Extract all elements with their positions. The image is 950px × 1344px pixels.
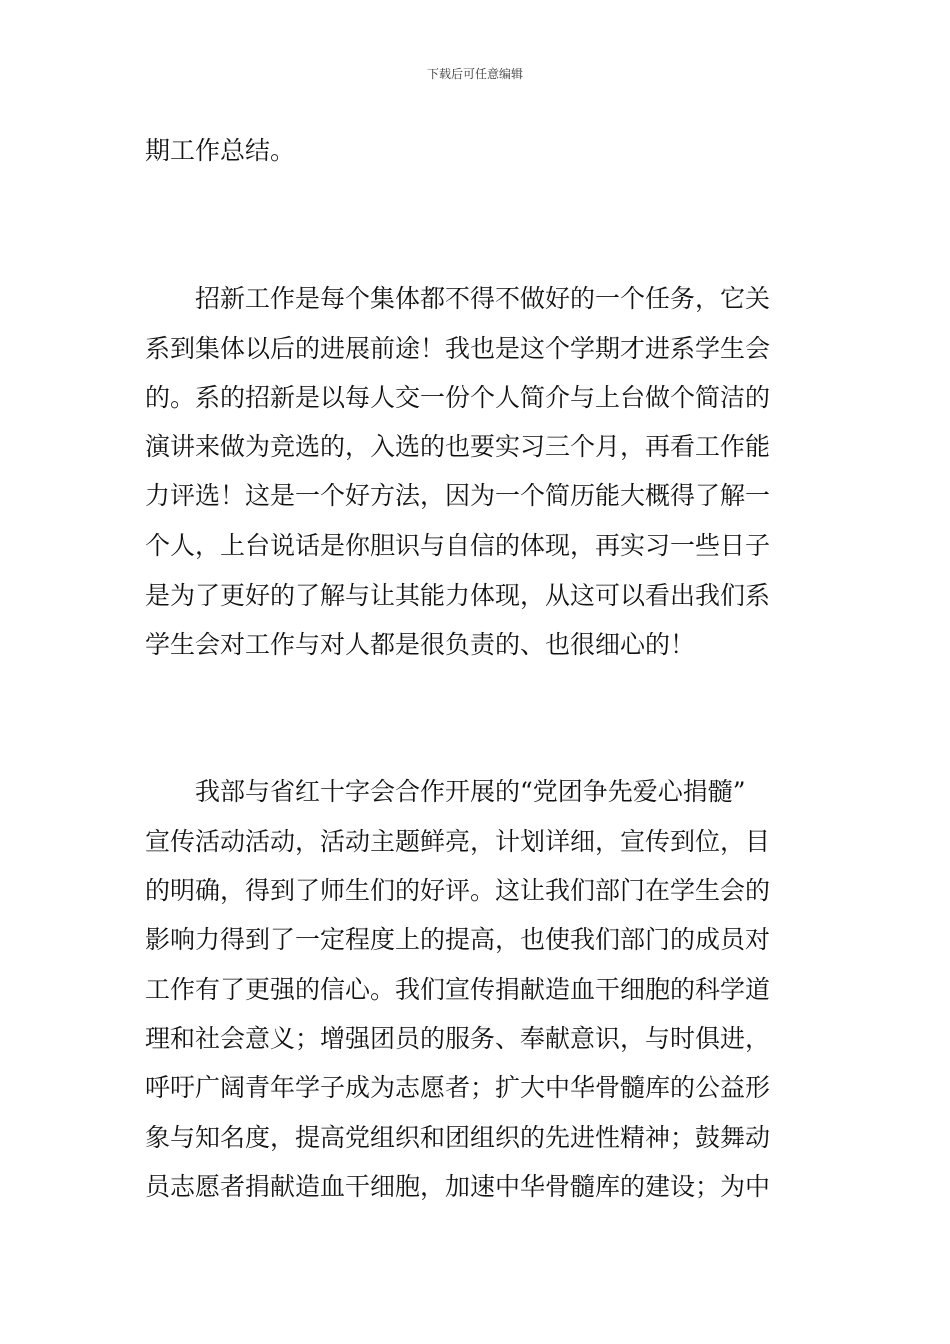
text-line: 宣传活动活动，活动主题鲜亮，计划详细，宣传到位，目	[145, 827, 771, 856]
text-line: 工作有了更强的信心。我们宣传捐献造血干细胞的科学道	[145, 975, 771, 1004]
text-line: 影响力得到了一定程度上的提高，也使我们部门的成员对	[145, 925, 771, 954]
text-line: 呼吁广阔青年学子成为志愿者；扩大中华骨髓库的公益形	[145, 1073, 771, 1102]
text-line: 招新工作是每个集体都不得不做好的一个任务，它关	[145, 284, 771, 313]
text-line: 的。系的招新是以每人交一份个人简介与上台做个简洁的	[145, 383, 771, 412]
text-line: 力评选！这是一个好方法，因为一个简历能大概得了解一	[145, 481, 771, 510]
text-line: 是为了更好的了解与让其能力体现，从这可以看出我们系	[145, 581, 771, 610]
text-line: 学生会对工作与对人都是很负责的、也很细心的！	[145, 630, 696, 659]
text-line: 的明确，得到了师生们的好评。这让我们部门在学生会的	[145, 876, 771, 905]
text-line: 个人，上台说话是你胆识与自信的体现，再实习一些日子	[145, 531, 771, 560]
text-line: 我部与省红十字会合作开展的“党团争先爱心捐髓”	[145, 777, 746, 806]
page-header: 下载后可任意编辑	[426, 67, 523, 81]
text-line: 理和社会意义；增强团员的服务、奉献意识，与时俱进，	[145, 1024, 771, 1053]
text-line: 期工作总结。	[145, 136, 296, 165]
text-line: 象与知名度，提高党组织和团组织的先进性精神；鼓舞动	[145, 1123, 771, 1152]
text-line: 员志愿者捐献造血干细胞，加速中华骨髓库的建设；为中	[145, 1172, 771, 1201]
text-line: 系到集体以后的进展前途！我也是这个学期才进系学生会	[145, 334, 771, 363]
text-line: 演讲来做为竞选的，入选的也要实习三个月，再看工作能	[145, 432, 771, 461]
